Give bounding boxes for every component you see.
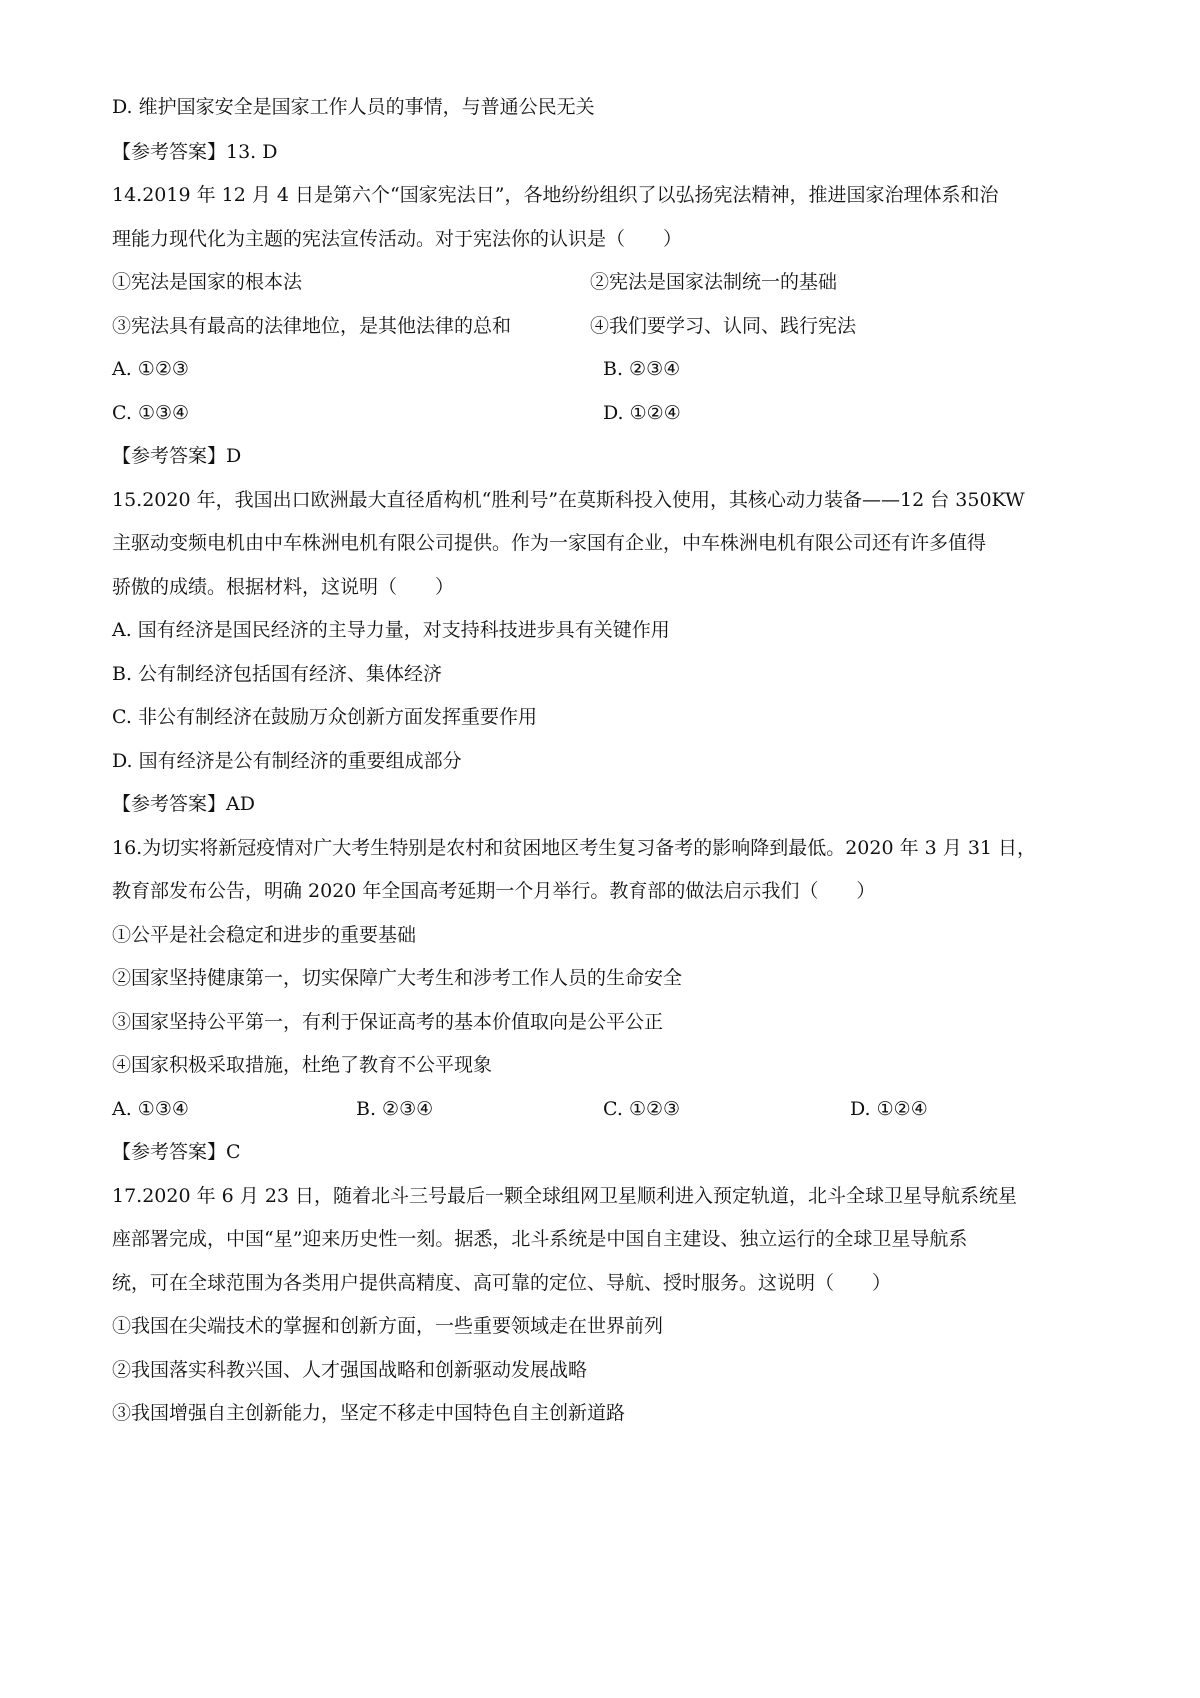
q17-stem-line-3: 统，可在全球范围为各类用户提供高精度、高可靠的定位、导航、授时服务。这说明（ ）: [112, 1272, 892, 1294]
q14-stem-line-2: 理能力现代化为主题的宪法宣传活动。对于宪法你的认识是（ ）: [112, 228, 683, 250]
q16-item-4: ④国家积极采取措施，杜绝了教育不公平现象: [112, 1054, 493, 1076]
q14-option-a: A. ①②③: [112, 358, 189, 380]
q15-stem-line-1: 15.2020 年，我国出口欧洲最大直径盾构机“胜利号”在莫斯科投入使用，其核心动力装备——12 台 350KW: [112, 489, 1025, 511]
q15-stem-line-3: 骄傲的成绩。根据材料，这说明（ ）: [112, 576, 455, 598]
q14-stem-line-1: 14.2019 年 12 月 4 日是第六个“国家宪法日”，各地纷纷组织了以弘扬宪法精神，推进国家治理体系和治: [112, 184, 999, 206]
q14-item-3: ③宪法具有最高的法律地位，是其他法律的总和: [112, 315, 512, 337]
q16-item-2: ②国家坚持健康第一，切实保障广大考生和涉考工作人员的生命安全: [112, 967, 683, 989]
q15-option-d: D. 国有经济是公有制经济的重要组成部分: [112, 750, 462, 772]
q17-item-1: ①我国在尖端技术的掌握和创新方面，一些重要领域走在世界前列: [112, 1315, 664, 1337]
q16-stem-line-2: 教育部发布公告，明确 2020 年全国高考延期一个月举行。教育部的做法启示我们（ ）: [112, 880, 876, 902]
q14-option-c: C. ①③④: [112, 402, 190, 424]
q16-answer: 【参考答案】C: [112, 1141, 241, 1163]
q16-item-3: ③国家坚持公平第一，有利于保证高考的基本价值取向是公平公正: [112, 1011, 664, 1033]
q17-item-2: ②我国落实科教兴国、人才强国战略和创新驱动发展战略: [112, 1359, 588, 1381]
q14-option-b: B. ②③④: [603, 358, 681, 380]
q13-answer: 【参考答案】13. D: [112, 141, 278, 163]
q15-option-b: B. 公有制经济包括国有经济、集体经济: [112, 663, 443, 685]
q15-option-c: C. 非公有制经济在鼓励万众创新方面发挥重要作用: [112, 706, 537, 728]
q14-option-d: D. ①②④: [603, 402, 681, 424]
q14-item-4: ④我们要学习、认同、践行宪法: [590, 315, 857, 337]
q16-option-a: A. ①③④: [112, 1098, 189, 1120]
q16-option-b: B. ②③④: [356, 1098, 434, 1120]
q17-stem-line-1: 17.2020 年 6 月 23 日，随着北斗三号最后一颗全球组网卫星顺利进入预定轨道，北斗全球卫星导航系统星: [112, 1185, 1018, 1207]
q15-answer: 【参考答案】AD: [112, 793, 255, 815]
q16-item-1: ①公平是社会稳定和进步的重要基础: [112, 924, 417, 946]
q17-stem-line-2: 座部署完成，中国“星”迎来历史性一刻。据悉，北斗系统是中国自主建设、独立运行的全球卫星导航系: [112, 1228, 968, 1250]
q16-option-d: D. ①②④: [850, 1098, 928, 1120]
q15-stem-line-2: 主驱动变频电机由中车株洲电机有限公司提供。作为一家国有企业，中车株洲电机有限公司还有许多值得: [112, 532, 987, 554]
q13-option-d: D. 维护国家安全是国家工作人员的事情，与普通公民无关: [112, 96, 595, 118]
q14-answer: 【参考答案】D: [112, 445, 242, 467]
q14-item-1: ①宪法是国家的根本法: [112, 271, 303, 293]
q14-item-2: ②宪法是国家法制统一的基础: [590, 271, 838, 293]
q16-option-c: C. ①②③: [603, 1098, 681, 1120]
q15-option-a: A. 国有经济是国民经济的主导力量，对支持科技进步具有关键作用: [112, 619, 670, 641]
q17-item-3: ③我国增强自主创新能力，坚定不移走中国特色自主创新道路: [112, 1402, 626, 1424]
q16-stem-line-1: 16.为切实将新冠疫情对广大考生特别是农村和贫困地区考生复习备考的影响降到最低。2020 年 3 月 31 日，: [112, 837, 1037, 859]
